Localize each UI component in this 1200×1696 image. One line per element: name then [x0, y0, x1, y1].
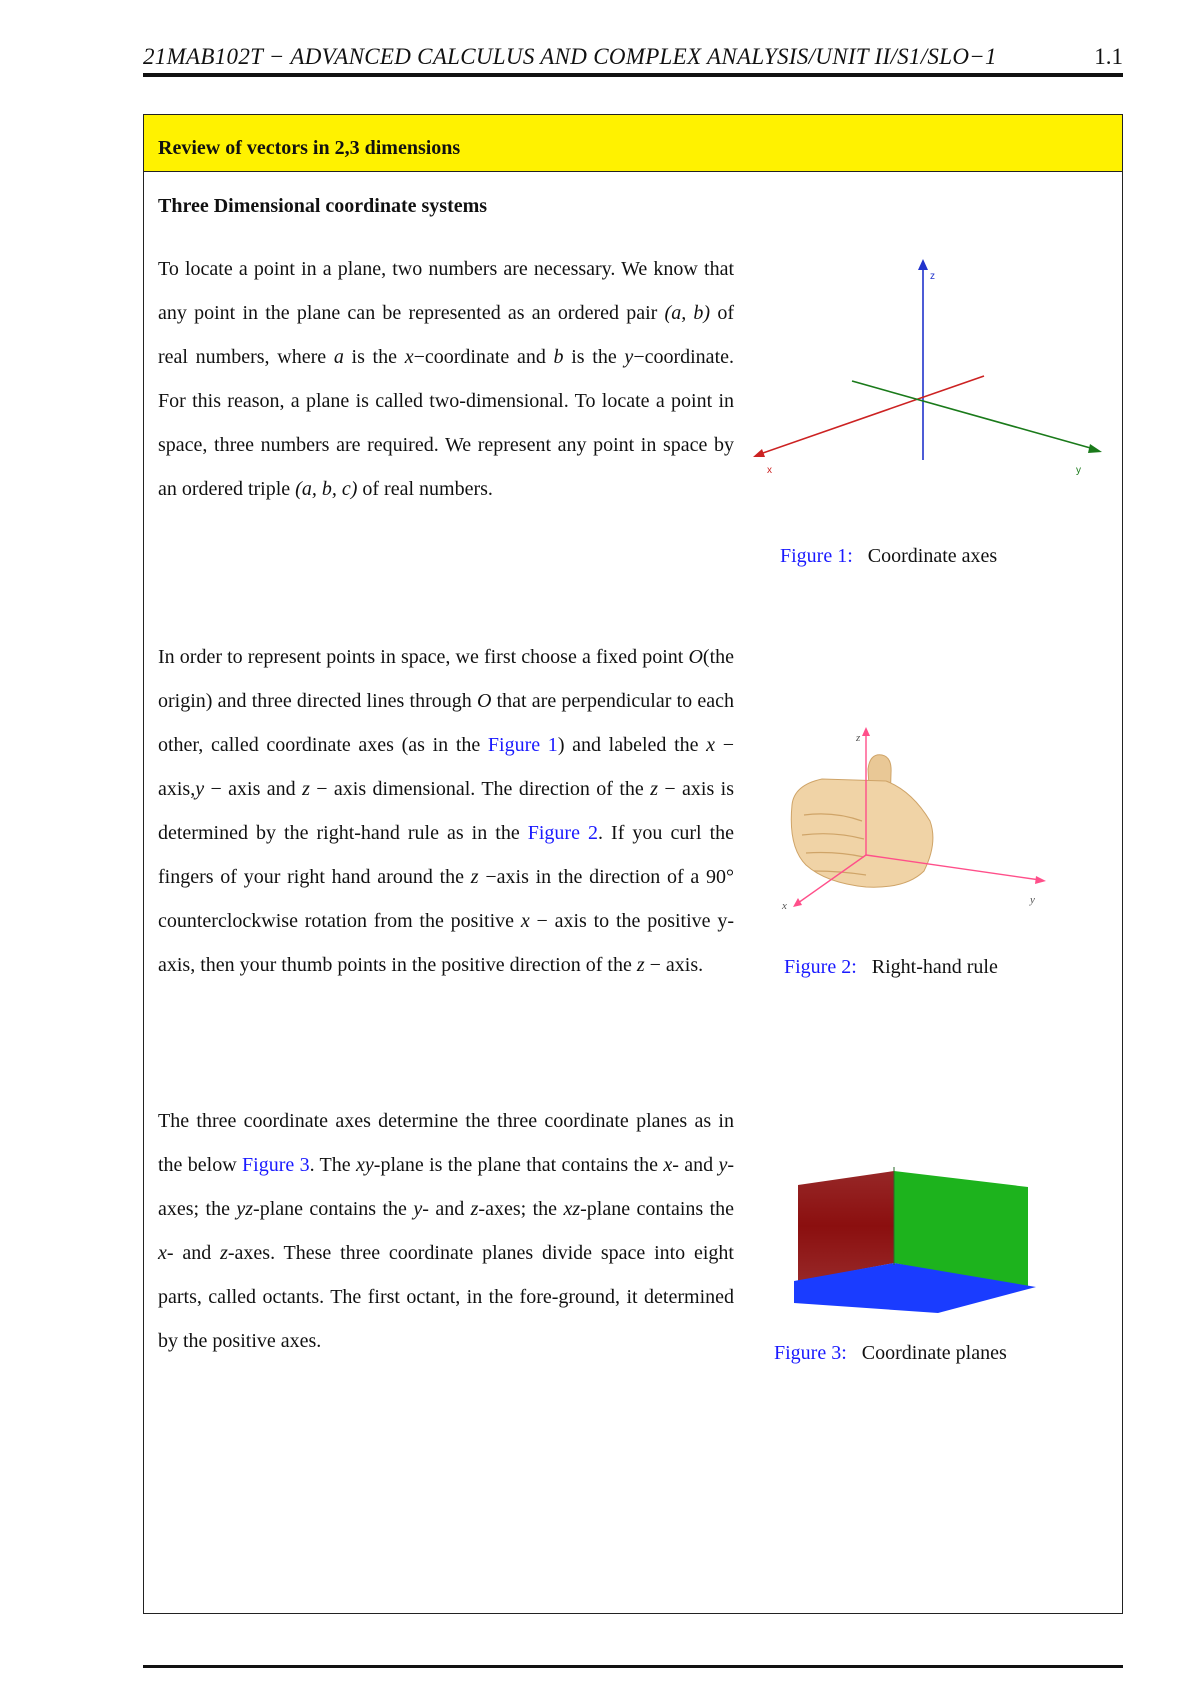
banner-title: Review of vectors in 2,3 dimensions: [158, 137, 461, 159]
y-axis-label: y: [1030, 894, 1035, 906]
header-rule: [143, 73, 1123, 77]
xz-plane: [798, 1171, 894, 1281]
hand-icon: [791, 755, 933, 887]
figure-1-link[interactable]: Figure 1: [487, 734, 558, 756]
y-axis-arrow: [1088, 444, 1102, 453]
page-number: 1.1: [1094, 44, 1123, 69]
figure-2-right-hand-rule: [774, 725, 1074, 955]
figure-3-coordinate-planes: [784, 1153, 1054, 1313]
figure-3-caption: Figure 3: Coordinate planes: [774, 1342, 1007, 1364]
z-axis-arrow: [862, 727, 870, 736]
x-axis: [760, 376, 984, 454]
paragraph-3: The three coordinate axes determine the three coordinate planes as in the below Figure 3. The xy-plane is the plane that contains the x- and y-axes; the yz-plane contains the y- and z-axes; the xz-plane contains the x- and z-axes. These three coordinate planes divide space into eight parts, called octants. The first octant, in the fore-ground, it determined by the positive axes.: [158, 1110, 735, 1352]
y-axis: [852, 381, 1094, 449]
figure-2-link[interactable]: Figure 2: [527, 822, 599, 844]
page-header: [143, 38, 1123, 74]
z-axis-label: z: [856, 732, 861, 744]
figure-3-link[interactable]: Figure 3: [242, 1154, 310, 1176]
x-axis-arrow: [793, 898, 802, 907]
x-axis-arrow: [753, 449, 765, 457]
content-box: [143, 114, 1123, 1614]
figure-1-coordinate-axes: [744, 255, 1104, 485]
figure-1-caption: Figure 1: Coordinate axes: [780, 545, 998, 567]
footer-rule: [143, 1665, 1123, 1668]
paragraph-1: To locate a point in a plane, two numbers are necessary. We know that any point in the plane can be represented as an ordered pair (a, b) of real numbers, where a is the x−coordinate and b is the y−coordinate. For this reason, a plane is called two-dimensional. To locate a point in space, three numbers are required. We represent any point in space by an ordered triple (a, b, c) of real numbers.: [158, 258, 734, 500]
paragraph-2: In order to represent points in space, we first choose a fixed point O(the origin) and three directed lines through O that are perpendicular to each other, called coordinate axes (as in the Figure 1) and labeled the x − axis,y − axis and z − axis dimensional. The direction of the z − axis is determined by the right-hand rule as in the Figure 2. If you curl the fingers of your right hand around the z −axis in the direction of a 90° counterclockwise rotation from the positive x − axis to the positive y-axis, then your thumb points in the positive direction of the z − axis.: [158, 646, 735, 976]
y-axis-label: y: [1076, 465, 1081, 476]
y-axis-arrow: [1035, 876, 1046, 884]
z-axis-label: z: [930, 271, 935, 282]
section-title: Three Dimensional coordinate systems: [158, 195, 488, 217]
z-axis-arrow: [918, 259, 928, 270]
figure-2-caption: Figure 2: Right-hand rule: [784, 956, 998, 978]
x-axis-label: x: [767, 465, 772, 476]
x-axis-label: x: [782, 900, 787, 912]
header-title: 21MAB102T − ADVANCED CALCULUS AND COMPLEX ANALYSIS/UNIT II/S1/SLO−1: [143, 44, 997, 69]
section-banner: [144, 115, 1122, 172]
